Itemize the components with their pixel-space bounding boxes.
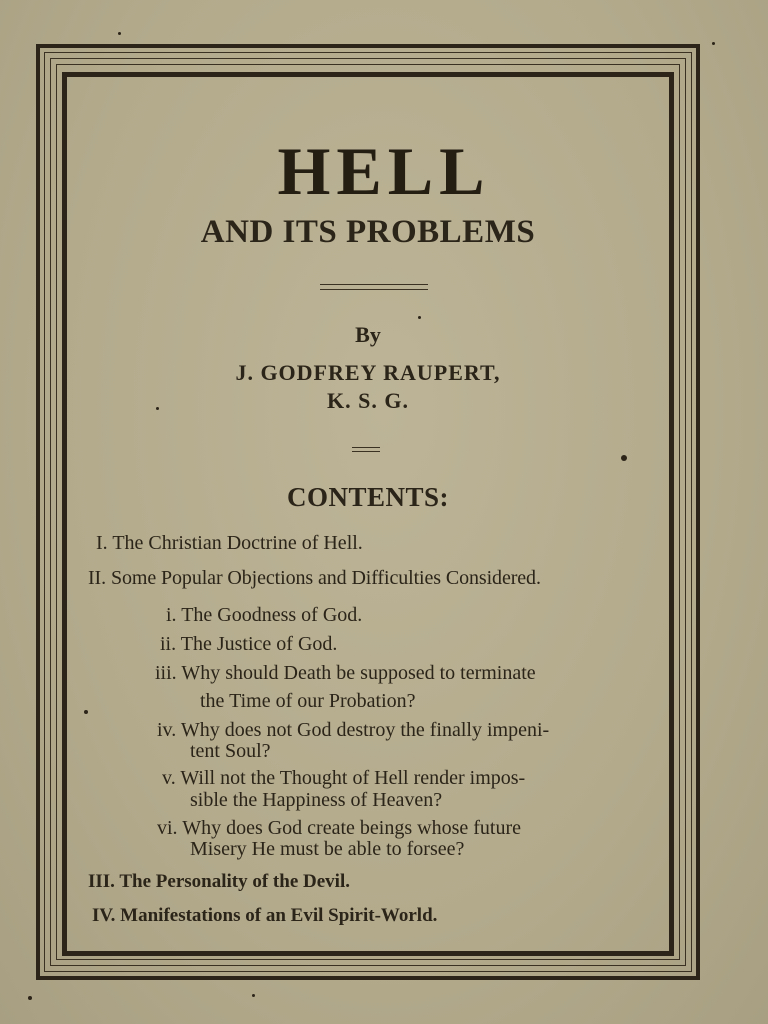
chapter-title: The Personality of the Devil. [119,871,350,892]
subsection-text: The Justice of God. [180,633,338,655]
ink-speck [28,996,32,1000]
ink-speck [252,994,255,997]
toc-chapter [88,871,350,893]
toc-subsection-continued: tent Soul? [190,740,271,762]
toc-chapter [92,905,437,927]
chapter-title: Some Popular Objections and Difficulties Considered. [110,567,541,589]
chapter-number: III. [88,871,115,892]
subsection-number: v. [162,767,176,789]
toc-subsection [166,604,362,627]
toc-subsection [162,767,525,790]
toc-subsection [157,719,549,742]
toc-subsection-continued: Misery He must be able to forsee? [190,838,465,860]
chapter-title: Manifestations of an Evil Spirit-World. [120,905,438,926]
chapter-number: IV. [92,905,116,926]
ink-speck [156,407,159,410]
subsection-number: i. [166,604,177,626]
subsection-number: ii. [160,633,177,655]
subsection-text: Why should Death be supposed to terminate [181,662,536,684]
subsection-text: Why does not God destroy the finally impeni- [180,719,550,741]
toc-chapter [96,532,363,555]
subsection-text: Why does God create beings whose future [182,817,521,839]
chapter-number: I. [96,532,108,554]
ink-speck [712,42,715,45]
chapter-number: II. [88,567,107,589]
toc-subsection [160,633,337,656]
toc-subsection-continued: the Time of our Probation? [200,690,416,712]
ink-speck [418,316,421,319]
ink-speck [621,455,627,461]
subsection-text: The Goodness of God. [181,604,363,626]
subsection-number: iv. [157,719,177,741]
subsection-number: vi. [157,817,178,839]
toc-subsection-continued: sible the Happiness of Heaven? [190,789,443,811]
chapter-title: The Christian Doctrine of Hell. [112,532,363,554]
book-subtitle: AND ITS PROBLEMS [200,214,536,250]
by-label: By [355,322,381,347]
subsection-text: Will not the Thought of Hell render impos- [180,767,526,789]
ink-speck [118,32,121,35]
author-honors: K. S. G. [327,388,409,413]
contents-heading: CONTENTS: [286,482,450,512]
toc-chapter [88,567,541,590]
toc-subsection [157,817,521,840]
book-title: HELL [277,133,491,209]
toc-subsection [155,662,536,685]
ink-speck [84,710,88,714]
subsection-number: iii. [155,662,177,684]
author-name: J. GODFREY RAUPERT, [235,360,501,385]
